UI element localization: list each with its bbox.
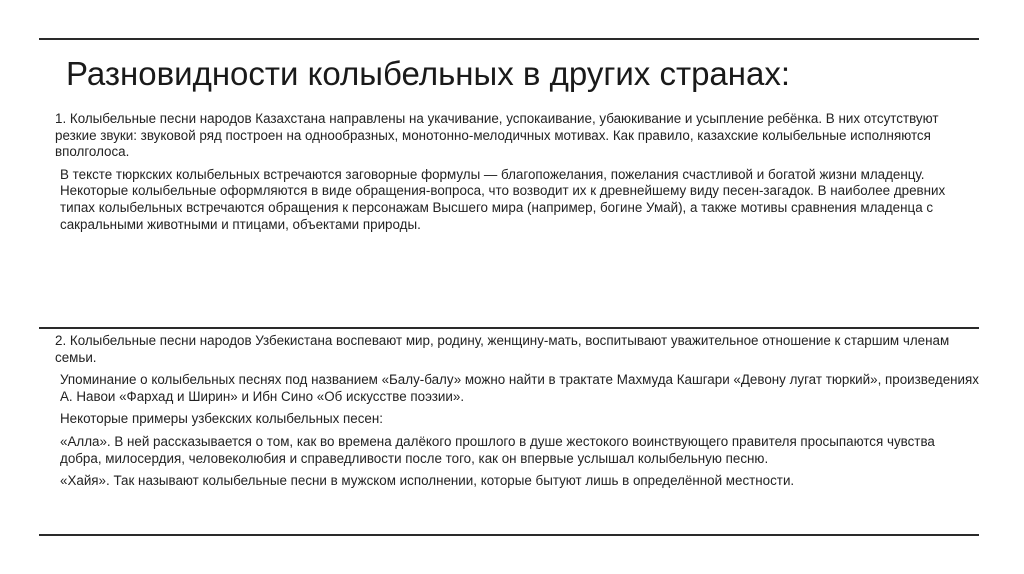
top-divider bbox=[39, 38, 979, 40]
kazakh-lullabies-section bbox=[55, 111, 980, 239]
uzbek-paragraph-1: 2. Колыбельные песни народов Узбекистана воспевают мир, родину, женщину-мать, воспитывают уважительное отношение к старшим членам семьи. bbox=[55, 333, 950, 365]
kazakh-paragraph-1: 1. Колыбельные песни народов Казахстана направлены на укачивание, успокаивание, убаюкивание и усыпление ребёнка. В них отсутствуют резкие звуки: звуковой ряд построен на однообразных, монотонно-мелодичных мотивах. Как правило, казахские колыбельные исполняются вполголоса. bbox=[55, 111, 939, 160]
uzbek-paragraph-4: «Алла». В ней рассказывается о том, как во времена далёкого прошлого в душе жестокого воинствующего правителя просыпаются чувства добра, милосердия, человеколюбия и справедливости после того, как он впервые услышал колыбельную песню. bbox=[60, 433, 935, 466]
uzbek-paragraph-2: Упоминание о колыбельных песнях под названием «Балу-балу» можно найти в трактате Махмуда Кашгари «Девону лугат тюркий», произведениях А. Навои «Фархад и Ширин» и Ибн Сино «Об искусстве поэзии». bbox=[60, 372, 979, 404]
uzbek-paragraph-3: Некоторые примеры узбекских колыбельных песен: bbox=[60, 411, 383, 427]
bottom-divider bbox=[39, 534, 979, 536]
uzbek-paragraph-5: «Хайя». Так называют колыбельные песни в мужском исполнении, которые бытуют лишь в определённой местности. bbox=[60, 473, 795, 489]
uzbek-lullabies-section bbox=[55, 333, 980, 496]
slide-title: Разновидности колыбельных в других странах: bbox=[66, 55, 791, 92]
middle-divider bbox=[39, 327, 979, 329]
kazakh-paragraph-2: В тексте тюркских колыбельных встречаются заговорные формулы — благопожелания, пожелания счастливой и богатой жизни младенцу. Некоторые колыбельные оформляются в виде обращения-вопроса, что возводит их к древнейшему виду песен-загадок. В наиболее древних типах колыбельных встречаются обращения к персонажам Высшего мира (например, богине Умай), а также мотивы сравнения младенца с сакральными животными и птицами, объектами природы. bbox=[60, 166, 946, 232]
